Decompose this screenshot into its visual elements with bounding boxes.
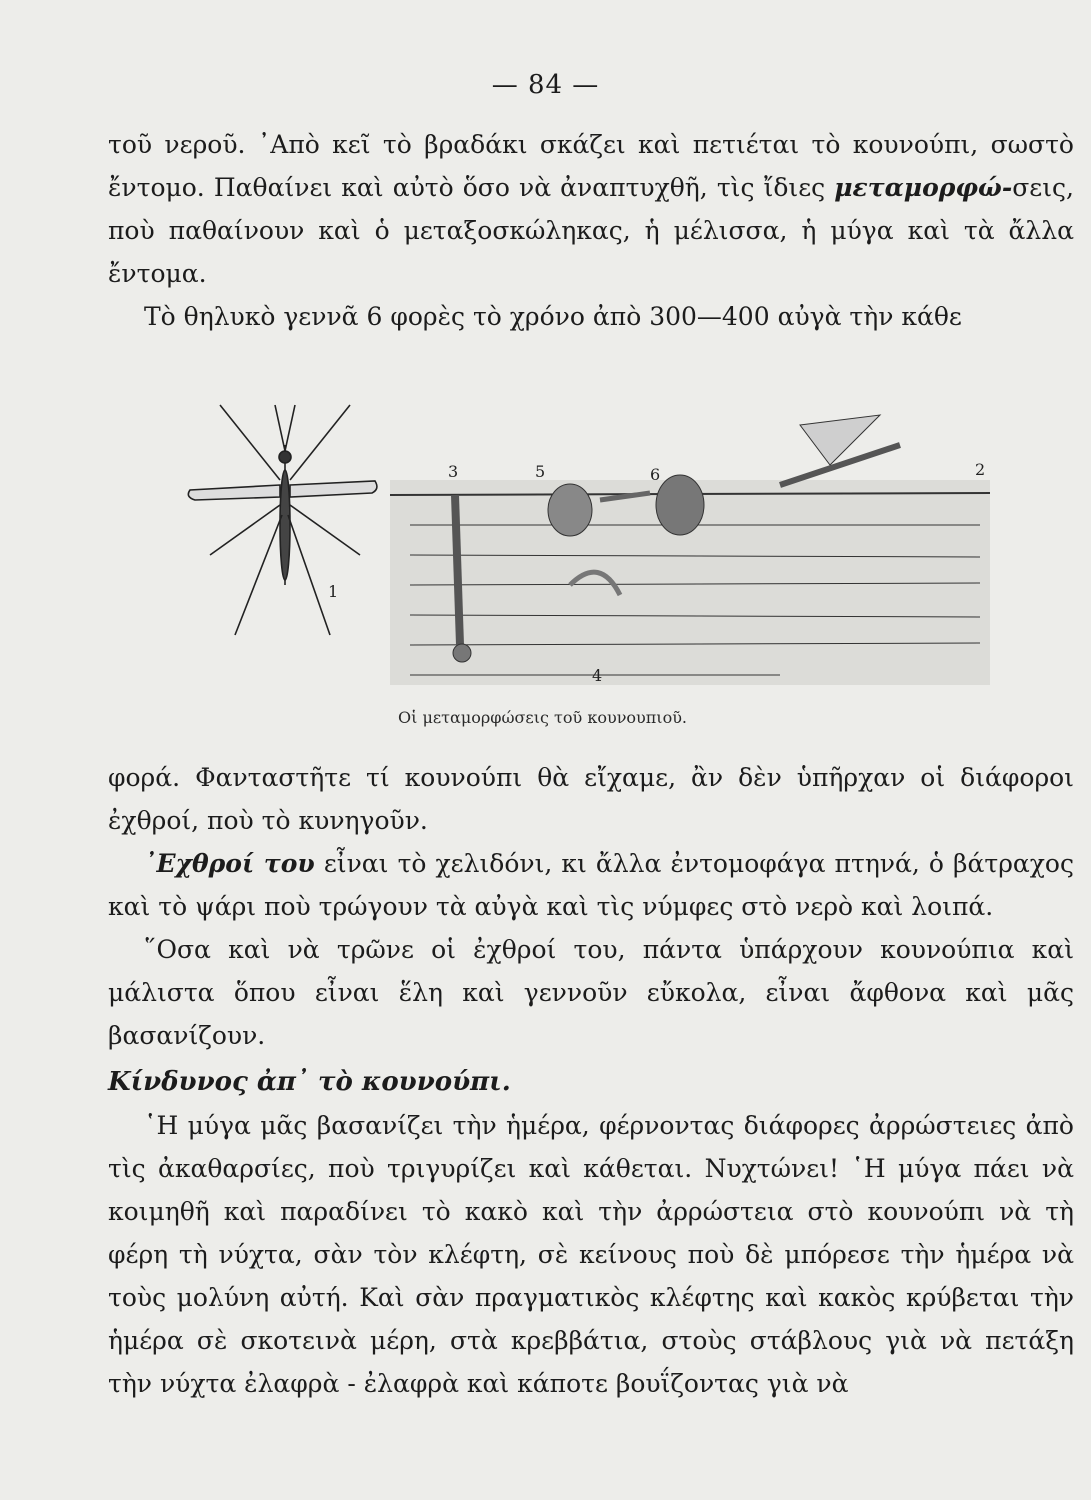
figure-label: 3 — [448, 462, 459, 481]
paragraph: φορά. Φανταστῆτε τί κουνούπι θὰ εἴχαμε, ἂν δὲν ὑπῆρχαν οἱ διάφοροι ἐχθροί, ποὺ τὸ κυνηγοῦν. — [108, 763, 1074, 835]
paragraph — [108, 123, 1074, 295]
figure-label: 2 — [975, 460, 986, 479]
figure-label: 6 — [650, 465, 661, 484]
figure-label: 5 — [535, 462, 546, 481]
water-scene-drawing — [390, 415, 990, 685]
figure-label: 1 — [328, 582, 339, 601]
bottom-text-block — [108, 756, 1074, 1405]
paragraph: Τὸ θηλυκὸ γεννᾶ 6 φορὲς τὸ χρόνο ἀπὸ 300—400 αὐγὰ τὴν κάθε — [144, 302, 962, 331]
paragraph: ῾Η μύγα μᾶς βασανίζει τὴν ἡμέρα, φέρνοντας διάφορες ἀρρώστειες ἀπὸ τὶς ἀκαθαρσίες, ποὺ τριγυρίζει καὶ κάθεται. Νυχτώνει! ῾Η μύγα πάει νὰ κοιμηθῆ καὶ παραδίνει τὸ κακὸ καὶ τὴν ἀρρώστεια στὸ κουνούπι νὰ τὴ φέρη τὴ νύχτα, σὰν τὸν κλέφτη, σὲ κείνους ποὺ δὲ μπόρεσε τὴν ἡμέρα νὰ τοὺς μολύνη αὐτή. Καὶ σὰν πραγματικὸς κλέφτης καὶ κακὸς κρύβεται τὴν ἡμέρα σὲ σκοτεινὰ μέρη, στὰ κρεββάτια, στοὺς στάβλους γιὰ νὰ πετάξη τὴν νύχτα ἐλαφρὰ - ἐλαφρὰ καὶ κάποτε βουΐζοντας γιὰ νὰ — [108, 1111, 1074, 1398]
paragraph: ῞Οσα καὶ νὰ τρῶνε οἱ ἐχθροί του, πάντα ὑπάρχουν κουνούπια καὶ μάλιστα ὅπου εἶναι ἕλη καὶ γεννοῦν εὔκολα, εἶναι ἄφθονα καὶ μᾶς βασανίζουν. — [108, 935, 1074, 1050]
emphasis-term: μεταμορφώ- — [834, 173, 1013, 202]
paragraph — [108, 842, 1074, 928]
top-text-block — [108, 123, 1074, 338]
paragraph-text: τοῦ νεροῦ. ᾿Απὸ κεῖ τὸ βραδάκι σκάζει καὶ πετιέται τὸ κουνούπι, σωστὸ ἔντομο. Παθαίνει καὶ αὐτὸ ὅσο νὰ ἀναπτυχθῆ, τὶς ἴδιες — [108, 130, 1074, 202]
enemies-heading: ᾿Εχθροί του — [144, 849, 315, 878]
figure-caption: Οἱ μεταμορφώσεις τοῦ κουνουπιοῦ. — [398, 708, 688, 727]
figure-label: 4 — [592, 666, 603, 685]
paragraph-text: εἶναι τὸ χελιδόνι, κι ἄλλα ἐντομοφάγα πτηνά, ὁ βάτραχος καὶ τὸ ψάρι ποὺ τρώγουν τὰ αὐγὰ καὶ τὶς νύμφες στὸ νερὸ καὶ λοιπά. — [108, 849, 1074, 921]
mosquito-metamorphosis-illustration — [180, 385, 1000, 695]
adult-mosquito-drawing — [188, 405, 377, 635]
paragraph-text: σεις, ποὺ παθαίνουν καὶ ὁ μεταξοσκώληκας, ἡ μέλισσα, ἡ μύγα καὶ τὰ ἄλλα ἔντομα. — [108, 173, 1074, 288]
page-number: — 84 — — [491, 70, 600, 100]
section-heading: Κίνδυνος ἀπ᾿ τὸ κουνούπι. — [108, 1067, 511, 1097]
